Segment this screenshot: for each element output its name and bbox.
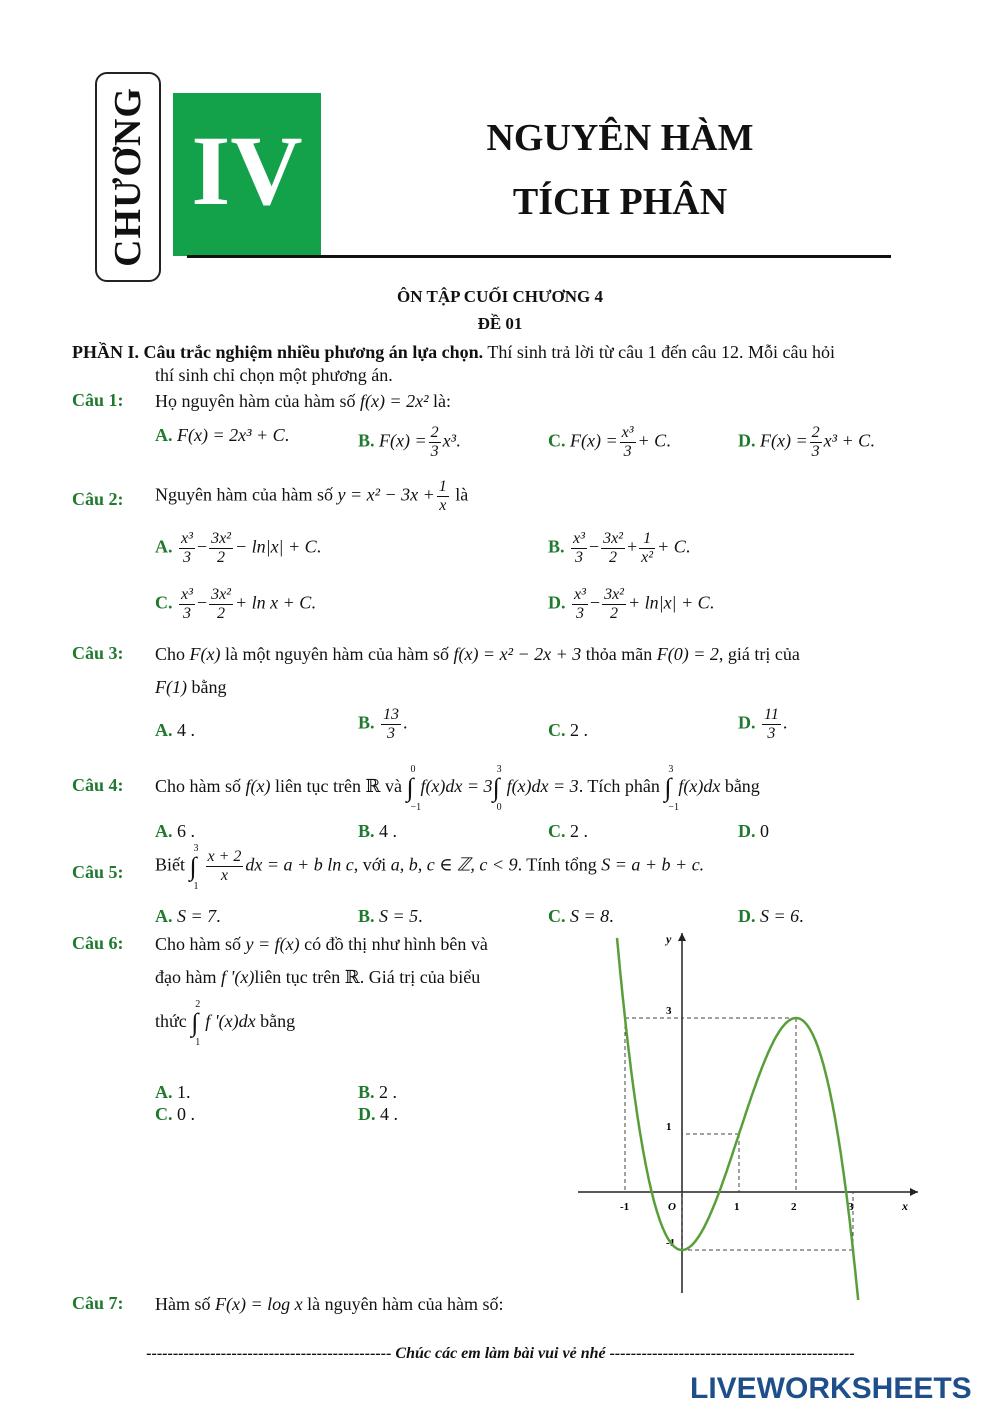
q1-option-a[interactable]: A. F(x) = 2x³ + C. <box>155 425 290 445</box>
q6-label: Câu 6: <box>72 933 124 953</box>
q6-option-c[interactable]: C. 0 . <box>155 1104 195 1124</box>
q3-label: Câu 3: <box>72 643 124 663</box>
q6-option-d[interactable]: D. 4 . <box>358 1104 398 1124</box>
x-tick-label: 2 <box>791 1201 797 1213</box>
q3-stem: Cho F(x) là một nguyên hàm của hàm số f(x) = x² − 2x + 3 thỏa mãn F(0) = 2, giá trị của <box>155 644 800 664</box>
q3-option-b[interactable]: B. $\frac{13}{3}$ . <box>358 706 408 742</box>
q5-label: Câu 5: <box>72 862 124 882</box>
x-tick-label: 1 <box>734 1201 740 1213</box>
q1-stem: Họ nguyên hàm của hàm số f(x) = 2x² là: <box>155 391 451 411</box>
q5-stem: Biết ∫ 3 1 $\frac{x + 2}{x}$ dx = a + b ln c, với a, b, c ∈ ℤ, c < 9. Tính tổng S = a + b + c. <box>155 842 705 892</box>
q2-stem: Nguyên hàm của hàm số y = x² − 3x + $\frac{1}{x}$ là <box>155 478 469 514</box>
q3-option-d[interactable]: D. $\frac{11}{3}$ . <box>738 706 788 742</box>
q1-label: Câu 1: <box>72 390 124 410</box>
q6-option-a[interactable]: A. 1. <box>155 1082 191 1102</box>
q1-option-d[interactable]: D. F(x) = $\frac{2}{3}$ x³ + C. <box>738 424 875 460</box>
q1-option-b[interactable]: B. F(x) = $\frac{2}{3}$ x³. <box>358 424 461 460</box>
y-tick-label: 3 <box>666 1005 672 1017</box>
q3-option-c[interactable]: C. 2 . <box>548 720 588 740</box>
q6-option-b[interactable]: B. 2 . <box>358 1082 398 1102</box>
q6-stem-line3: thức ∫ 2 1 f '(x)dx bằng <box>155 998 296 1048</box>
q4-option-b[interactable]: B. 4 . <box>358 821 398 841</box>
q4-stem: Cho hàm số f(x) liên tục trên ℝ và ∫ 0 −1 f(x)dx = 3∫ 3 0 f(x)dx = 3. Tích phân ∫ 3 −1 f(x)dx bằng <box>155 763 760 813</box>
chapter-number: IV <box>191 115 303 226</box>
q5-option-b[interactable]: B. S = 5. <box>358 906 423 926</box>
q4-option-c[interactable]: C. 2 . <box>548 821 588 841</box>
exam-code: ĐỀ 01 <box>477 314 523 333</box>
part1-heading: PHẦN I. Câu trắc nghiệm nhiều phương án lựa chọn. <box>72 342 484 362</box>
function-graph <box>570 925 930 1300</box>
part1-instructions <box>72 341 932 364</box>
chapter-number-box <box>173 93 321 256</box>
q6-stem-line1: Cho hàm số y = f(x) có đồ thị như hình bên và <box>155 934 488 954</box>
q4-label: Câu 4: <box>72 775 124 795</box>
y-tick-label: -1 <box>666 1237 676 1249</box>
q5-option-c[interactable]: C. S = 8. <box>548 906 614 926</box>
q2-option-a[interactable]: A. $\frac{\text{x³}}{3}$ − $\frac{\text{3x²}}{2}$ − ln|x| + C. <box>155 530 322 566</box>
part1-instruction: Thí sinh trả lời từ câu 1 đến câu 12. Mỗi câu hỏi <box>487 342 836 362</box>
x-tick-label: O <box>668 1201 676 1213</box>
q7-label: Câu 7: <box>72 1293 124 1313</box>
x-axis-label: x <box>902 1199 908 1213</box>
function-curve <box>617 938 869 1300</box>
q3-stem-line2: F(1) bằng <box>155 677 227 697</box>
y-axis-label: y <box>666 932 672 946</box>
chapter-title-line2: TÍCH PHÂN <box>512 181 728 223</box>
q4-option-d[interactable]: D. 0 <box>738 821 769 841</box>
q2-label: Câu 2: <box>72 489 124 509</box>
y-tick-label: 1 <box>666 1121 672 1133</box>
header-divider <box>187 255 891 258</box>
q6-stem-line2: đạo hàm f '(x)liên tục trên ℝ. Giá trị của biểu <box>155 967 481 987</box>
footer-message: ---------------------------------------------- Chúc các em làm bài vui vẻ nhé ---------------------------------------------- <box>146 1345 855 1362</box>
x-tick-label: -1 <box>620 1201 630 1213</box>
chapter-word: CHƯƠNG <box>107 87 149 267</box>
liveworksheets-logo: LIVEWORKSHEETS <box>690 1372 972 1405</box>
q2-option-c[interactable]: C. $\frac{\text{x³}}{3}$ − $\frac{\text{3x²}}{2}$ + ln x + C. <box>155 586 316 622</box>
x-tick-label: 3 <box>848 1201 854 1213</box>
q1-option-c[interactable]: C. F(x) = $\frac{\text{x³}}{3}$ + C. <box>548 424 671 460</box>
chapter-title-line1: NGUYÊN HÀM <box>486 117 754 159</box>
x-axis-arrow <box>910 1188 918 1196</box>
q2-option-b[interactable]: B. $\frac{\text{x³}}{3}$ − $\frac{\text{3x²}}{2}$ + $\frac{1}{\text{x²}}$ + C. <box>548 530 691 566</box>
q2-option-d[interactable]: D. $\frac{\text{x³}}{3}$ − $\frac{\text{3x²}}{2}$ + ln|x| + C. <box>548 586 715 622</box>
y-axis-arrow <box>678 933 686 941</box>
q5-option-a[interactable]: A. S = 7. <box>155 906 221 926</box>
part1-instruction2: thí sinh chỉ chọn một phương án. <box>155 365 393 385</box>
q7-stem: Hàm số F(x) = log x là nguyên hàm của hàm số: <box>155 1294 504 1314</box>
q3-option-a[interactable]: A. 4 . <box>155 720 195 740</box>
chapter-label-box <box>95 72 161 282</box>
q4-option-a[interactable]: A. 6 . <box>155 821 195 841</box>
review-title: ÔN TẬP CUỐI CHƯƠNG 4 <box>397 287 603 306</box>
q5-option-d[interactable]: D. S = 6. <box>738 906 804 926</box>
